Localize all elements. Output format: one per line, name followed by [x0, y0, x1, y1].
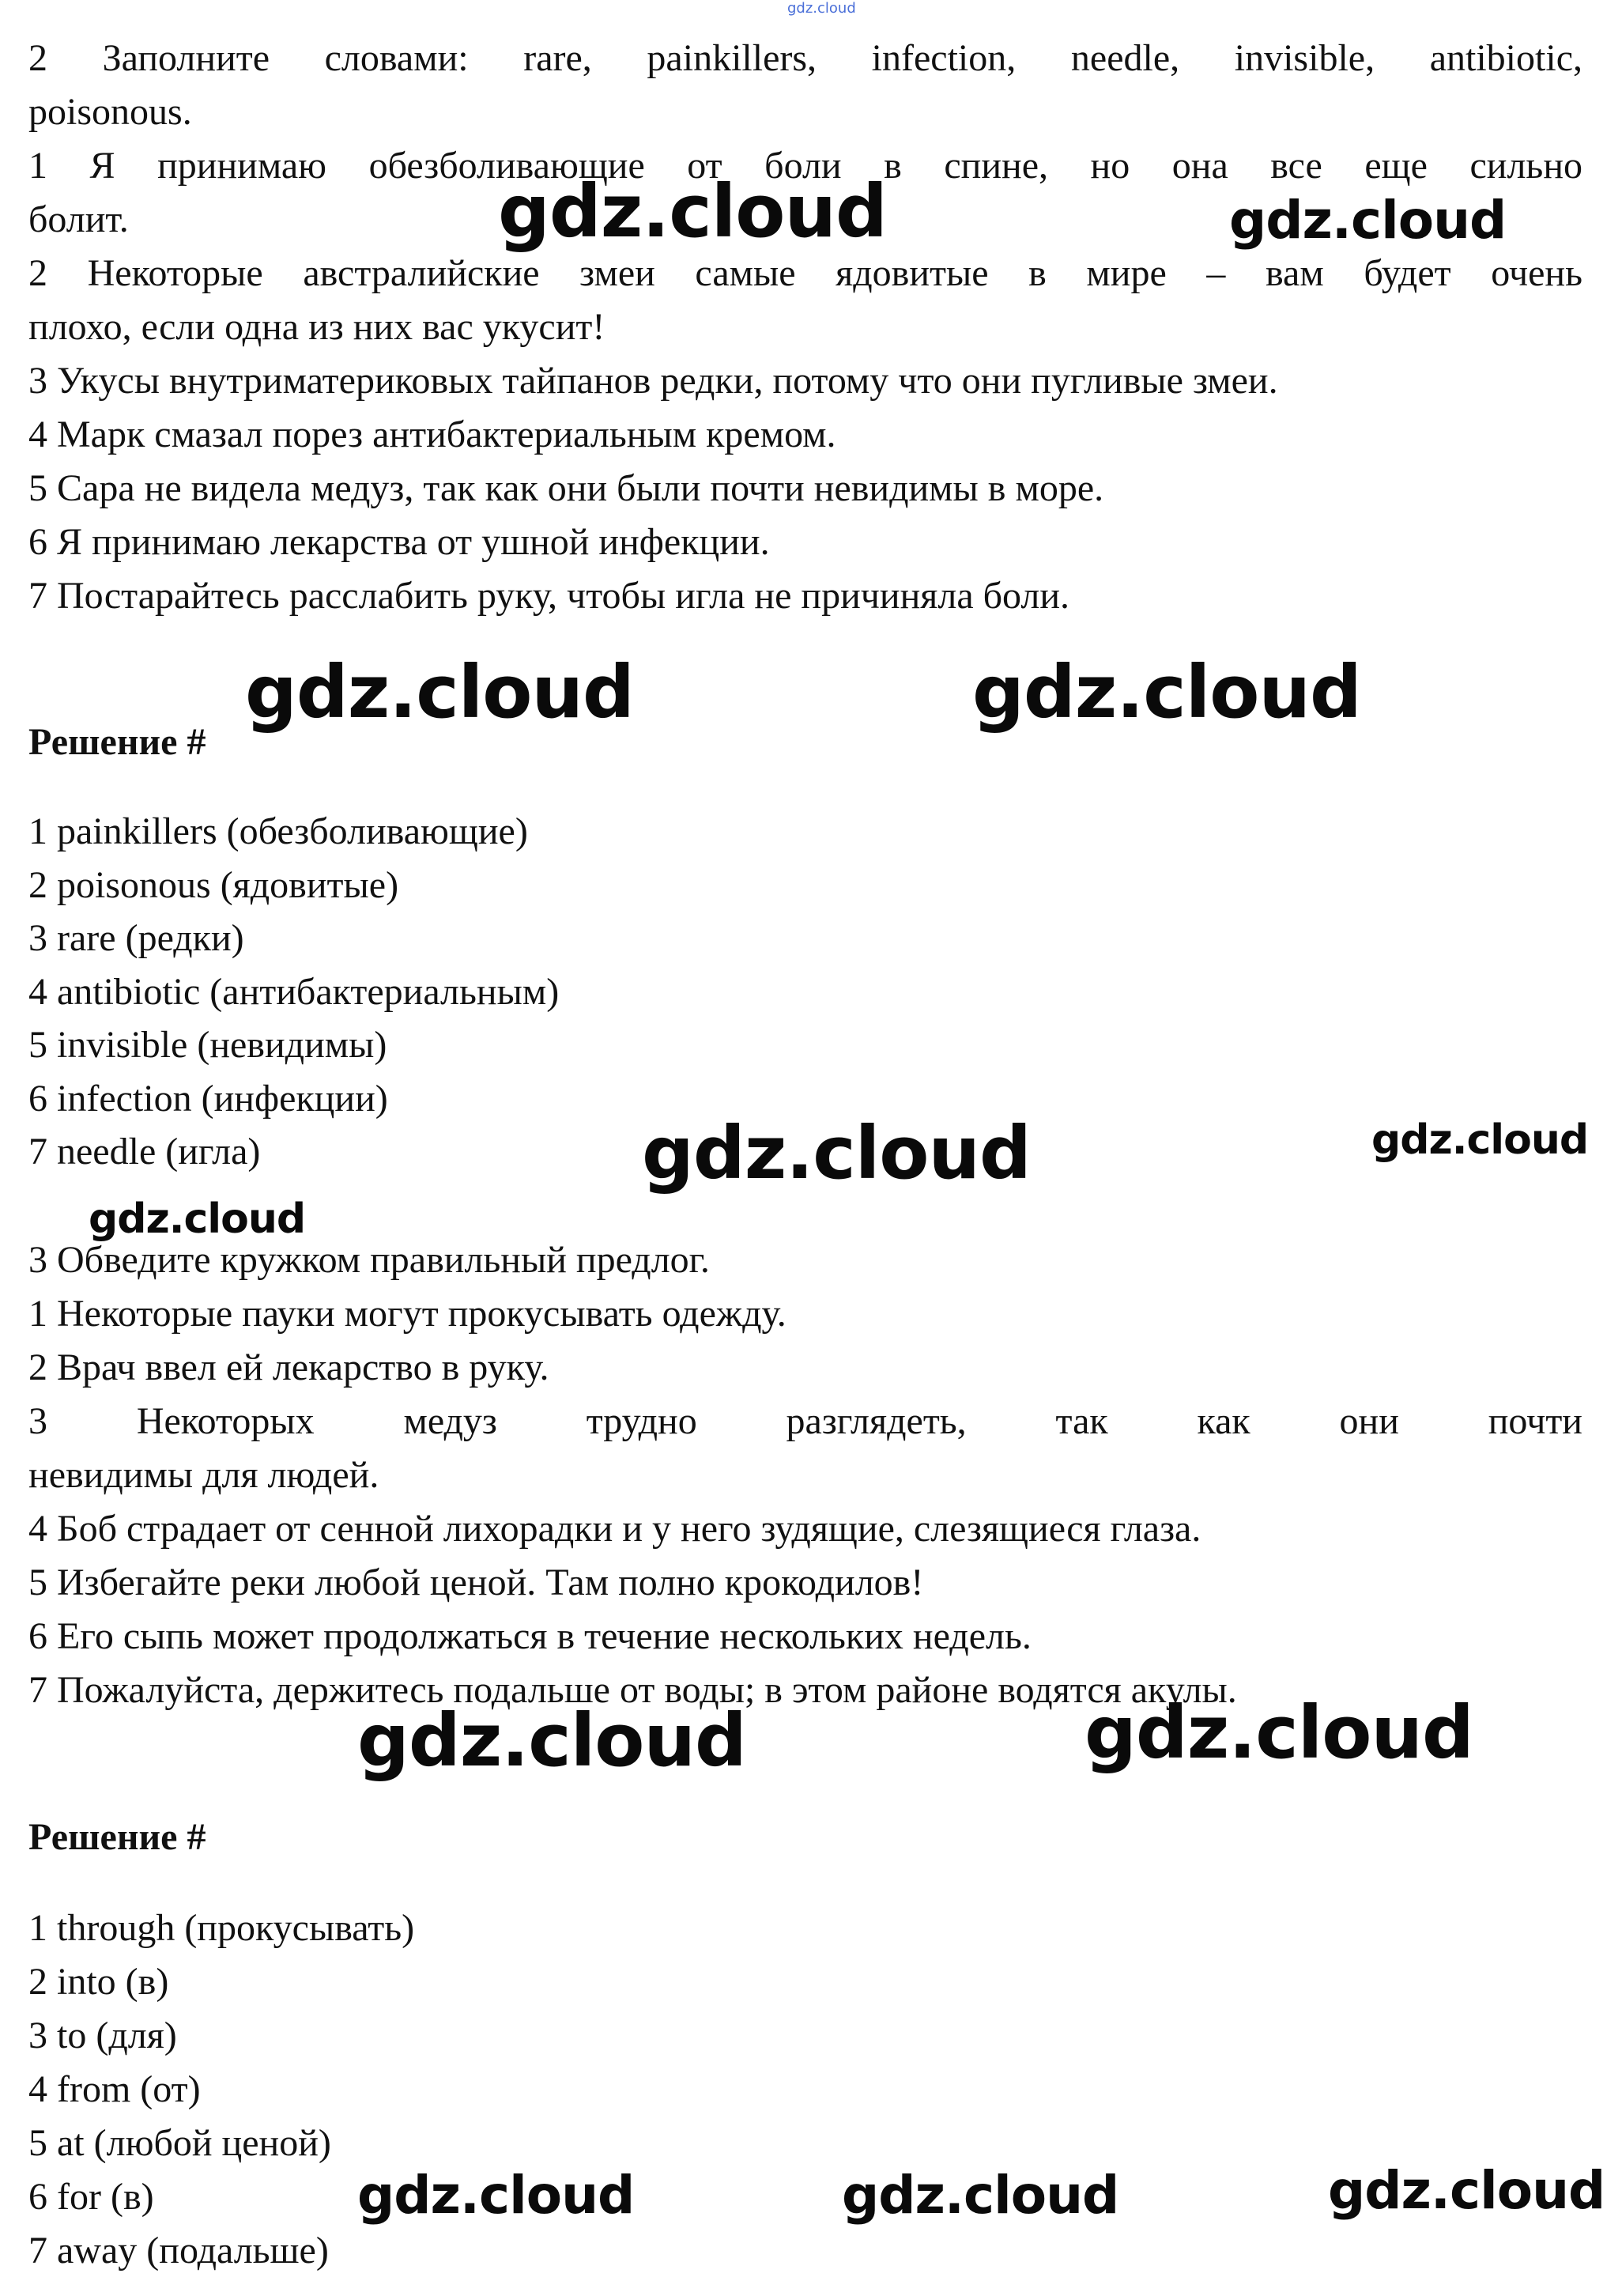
- solution-2-answer: 7 away (подальше): [28, 2230, 329, 2271]
- solution-1-answer: 5 invisible (невидимы): [28, 1024, 387, 1066]
- watermark: gdz.cloud: [972, 650, 1361, 734]
- ex2-sentence-1-line2: болит.: [28, 198, 129, 240]
- ex2-sentence-4: 4 Марк смазал порез антибактериальным кремом.: [28, 414, 836, 455]
- solution-1-answer: 4 antibiotic (антибактериальным): [28, 971, 560, 1013]
- watermark: gdz.cloud: [842, 2165, 1119, 2226]
- ex3-sentence-1: 1 Некоторые пауки могут прокусывать одежду.: [28, 1293, 786, 1335]
- solution-2-heading: Решение #: [28, 1816, 206, 1858]
- ex2-sentence-2-line2: плохо, если одна из них вас укусит!: [28, 306, 605, 348]
- ex2-sentence-6: 6 Я принимаю лекарства от ушной инфекции.: [28, 521, 770, 563]
- ex3-sentence-3-line2: невидимы для людей.: [28, 1454, 379, 1496]
- solution-2-answer: 1 through (прокусывать): [28, 1907, 415, 1949]
- solution-2-answer: 6 for (в): [28, 2176, 154, 2218]
- solution-1-answer: 3 rare (редки): [28, 917, 244, 959]
- solution-1-answer: 2 poisonous (ядовитые): [28, 864, 399, 906]
- watermark: gdz.cloud: [89, 1195, 306, 1243]
- solution-1-heading: Решение #: [28, 721, 206, 763]
- ex2-sentence-5: 5 Сара не видела медуз, так как они были почти невидимы в море.: [28, 467, 1104, 509]
- solution-2-answer: 2 into (в): [28, 1961, 169, 2003]
- solution-2-answer: 3 to (для): [28, 2015, 177, 2056]
- ex3-sentence-4: 4 Боб страдает от сенной лихорадки и у него зудящие, слезящиеся глаза.: [28, 1508, 1201, 1550]
- watermark: gdz.cloud: [1371, 1116, 1589, 1164]
- ex2-sentence-3: 3 Укусы внутриматериковых тайпанов редки, потому что они пугливые змеи.: [28, 360, 1278, 402]
- watermark: gdz.cloud: [245, 650, 634, 734]
- ex3-sentence-3-line1: 3 Некоторых медуз трудно разглядеть, так как они почти: [28, 1400, 1582, 1442]
- solution-1-answer: 1 painkillers (обезболивающие): [28, 810, 528, 852]
- ex3-sentence-2: 2 Врач ввел ей лекарство в руку.: [28, 1346, 549, 1388]
- watermark: gdz.cloud: [357, 2165, 635, 2226]
- ex3-sentence-7: 7 Пожалуйста, держитесь подальше от воды; в этом районе водятся акулы.: [28, 1669, 1237, 1711]
- watermark: gdz.cloud: [1328, 2160, 1605, 2221]
- watermark: gdz.cloud: [642, 1111, 1031, 1195]
- watermark: gdz.cloud: [1084, 1690, 1473, 1775]
- ex2-sentence-2-line1: 2 Некоторые австралийские змеи самые ядовитые в мире – вам будет очень: [28, 252, 1582, 294]
- solution-1-answer: 7 needle (игла): [28, 1131, 261, 1173]
- ex2-sentence-1-line1: 1 Я принимаю обезболивающие от боли в спине, но она все еще сильно: [28, 145, 1582, 187]
- solution-2-answer: 4 from (от): [28, 2068, 201, 2110]
- solution-1-answer: 6 infection (инфекции): [28, 1078, 388, 1120]
- ex2-task-line1: 2 Заполните словами: rare, painkillers, infection, needle, invisible, antibiotic,: [28, 37, 1582, 79]
- solution-2-answer: 5 at (любой ценой): [28, 2122, 331, 2164]
- ex3-sentence-5: 5 Избегайте реки любой ценой. Там полно крокодилов!: [28, 1562, 924, 1603]
- ex2-task-line2: poisonous.: [28, 91, 192, 133]
- watermark: gdz.cloud: [357, 1698, 746, 1783]
- watermark-top: gdz.cloud: [787, 0, 856, 17]
- ex3-sentence-6: 6 Его сыпь может продолжаться в течение нескольких недель.: [28, 1615, 1032, 1657]
- watermark: gdz.cloud: [498, 169, 887, 254]
- watermark: gdz.cloud: [1229, 190, 1507, 251]
- ex3-task: 3 Обведите кружком правильный предлог.: [28, 1239, 710, 1281]
- ex2-sentence-7: 7 Постарайтесь расслабить руку, чтобы игла не причиняла боли.: [28, 575, 1070, 617]
